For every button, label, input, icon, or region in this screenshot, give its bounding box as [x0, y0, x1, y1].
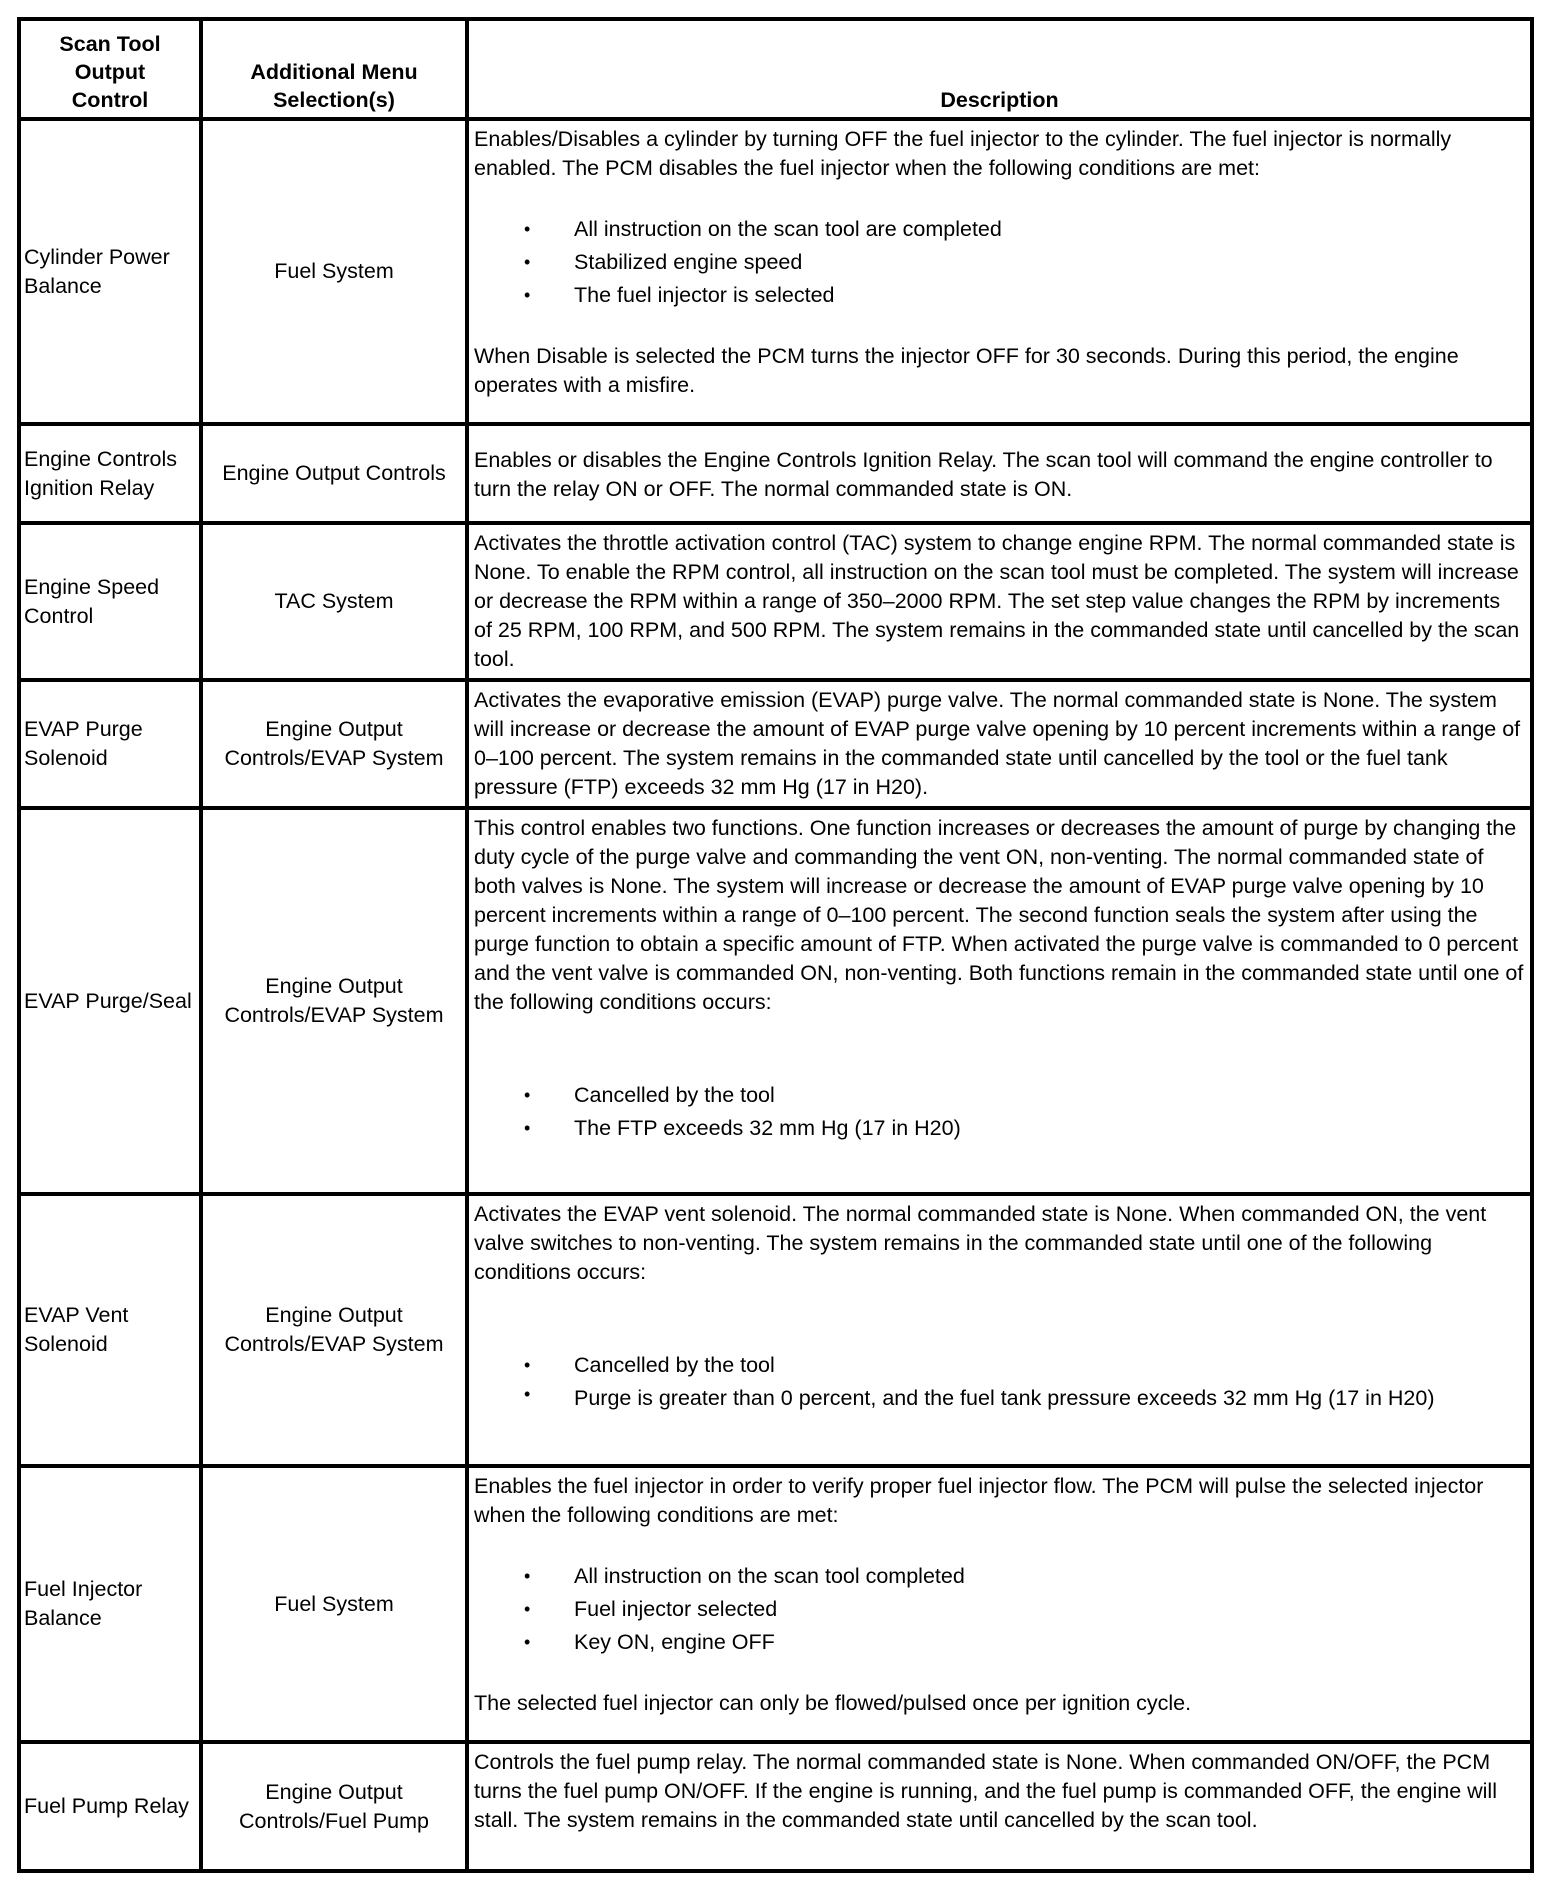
description-cell — [467, 808, 1532, 1194]
condition-list — [474, 1079, 1524, 1145]
condition-list — [474, 213, 1524, 312]
list-item — [474, 1593, 1524, 1626]
list-item-text: Stabilized engine speed — [574, 250, 803, 274]
table-row — [19, 1742, 1532, 1871]
bullet-icon: • — [524, 285, 531, 305]
header-line: Output — [74, 60, 146, 84]
menu-selection: Fuel System — [201, 1466, 467, 1742]
description-intro: Activates the EVAP vent solenoid. The normal commanded state is None. When commanded ON, the vent valve switches to non-venting. The system remains in the commanded state until one of the following conditions occurs: — [474, 1202, 1487, 1284]
table-row — [19, 680, 1532, 808]
list-item — [474, 1626, 1524, 1659]
control-name: Engine Speed Control — [19, 523, 201, 680]
condition-list — [474, 1349, 1524, 1411]
table-header-row — [19, 19, 1532, 119]
list-item — [474, 1349, 1524, 1382]
header-line: Scan Tool — [59, 32, 161, 56]
control-name: EVAP Purge Solenoid — [19, 680, 201, 808]
list-item-text: The fuel injector is selected — [574, 283, 835, 307]
table-row — [19, 523, 1532, 680]
table-row — [19, 424, 1532, 523]
menu-selection: Fuel System — [201, 119, 467, 424]
list-item — [474, 279, 1524, 312]
control-name: EVAP Purge/Seal — [19, 808, 201, 1194]
control-name: EVAP Vent Solenoid — [19, 1194, 201, 1466]
description-outro: When Disable is selected the PCM turns the injector OFF for 30 seconds. During this period, the engine operates with a misfire. — [474, 344, 1459, 397]
menu-selection: Engine Output Controls/EVAP System — [201, 680, 467, 808]
list-item — [474, 1560, 1524, 1593]
header-description: Description — [467, 19, 1532, 119]
control-name: Cylinder Power Balance — [19, 119, 201, 424]
description-outro: The selected fuel injector can only be flowed/pulsed once per ignition cycle. — [474, 1691, 1192, 1715]
header-line: Additional Menu — [250, 60, 418, 84]
list-item-text: Cancelled by the tool — [574, 1353, 775, 1377]
header-line: Selection(s) — [273, 88, 395, 112]
description-cell — [467, 523, 1532, 680]
list-item-text: Fuel injector selected — [574, 1597, 778, 1621]
description-cell — [467, 680, 1532, 808]
description-intro: This control enables two functions. One function increases or decreases the amount of purge by changing the duty cycle of the purge valve and commanding the vent ON, non-venting. The normal commanded state of both valves is None. The system will increase or decrease the amount of EVAP purge valve opening by 10 percent increments within a range of 0–100 percent. The second function seals the system after using the purge function to obtain a specific amount of FTP. When activated the purge valve is commanded to 0 percent and the vent valve is commanded ON, non-venting. Both functions remain in the commanded state until one of the following conditions occurs: — [474, 816, 1524, 1014]
header-additional-menu-selections — [201, 19, 467, 119]
menu-selection: Engine Output Controls/EVAP System — [201, 808, 467, 1194]
list-item — [474, 1112, 1524, 1145]
list-item — [474, 1382, 1524, 1411]
bullet-icon: • — [524, 1566, 531, 1586]
list-item-text: The FTP exceeds 32 mm Hg (17 in H20) — [574, 1116, 961, 1140]
menu-selection: Engine Output Controls/EVAP System — [201, 1194, 467, 1466]
header-line: Control — [71, 88, 149, 112]
description-intro: Activates the throttle activation control (TAC) system to change engine RPM. The normal commanded state is None. To enable the RPM control, all instruction on the scan tool must be completed. The system will increase or decrease the RPM within a range of 350–2000 RPM. The set step value changes the RPM by increments of 25 RPM, 100 RPM, and 500 RPM. The system remains in the commanded state until cancelled by the scan tool. — [474, 531, 1520, 671]
table-row — [19, 808, 1532, 1194]
list-item-text: All instruction on the scan tool completed — [574, 1564, 965, 1588]
control-name: Fuel Injector Balance — [19, 1466, 201, 1742]
bullet-icon: • — [524, 219, 531, 239]
menu-selection: TAC System — [201, 523, 467, 680]
header-scan-tool-output-control — [19, 19, 201, 119]
list-item-text: Key ON, engine OFF — [574, 1630, 775, 1654]
bullet-icon: • — [524, 1085, 531, 1105]
scan-tool-output-controls-table — [17, 17, 1534, 1873]
bullet-icon: • — [524, 1599, 531, 1619]
bullet-icon: • — [524, 1118, 531, 1138]
control-name: Fuel Pump Relay — [19, 1742, 201, 1871]
list-item — [474, 1079, 1524, 1112]
description-intro: Enables or disables the Engine Controls Ignition Relay. The scan tool will command the engine controller to turn the relay ON or OFF. The normal commanded state is ON. — [474, 447, 1493, 501]
table-row — [19, 119, 1532, 424]
description-cell — [467, 424, 1532, 523]
list-item — [474, 246, 1524, 279]
description-cell — [467, 1742, 1532, 1871]
description-cell — [467, 119, 1532, 424]
bullet-icon: • — [524, 1384, 531, 1404]
bullet-icon: • — [524, 1632, 531, 1652]
description-intro: Controls the fuel pump relay. The normal commanded state is None. When commanded ON/OFF, the PCM turns the fuel pump ON/OFF. If the engine is running, and the fuel pump is commanded OFF, the engine will stall. The system remains in the commanded state until cancelled by the scan tool. — [474, 1750, 1497, 1832]
list-item-text: All instruction on the scan tool are completed — [574, 217, 1002, 241]
condition-list — [474, 1560, 1524, 1659]
menu-selection: Engine Output Controls — [201, 424, 467, 523]
control-name: Engine Controls Ignition Relay — [19, 424, 201, 523]
description-cell — [467, 1466, 1532, 1742]
table-row — [19, 1466, 1532, 1742]
description-intro: Enables/Disables a cylinder by turning OFF the fuel injector to the cylinder. The fuel injector is normally enabled. The PCM disables the fuel injector when the following conditions are met: — [474, 127, 1452, 180]
bullet-icon: • — [524, 1355, 531, 1375]
bullet-icon: • — [524, 252, 531, 272]
table-row — [19, 1194, 1532, 1466]
description-cell — [467, 1194, 1532, 1466]
list-item-text: Cancelled by the tool — [574, 1083, 775, 1107]
menu-selection: Engine Output Controls/Fuel Pump — [201, 1742, 467, 1871]
description-intro: Activates the evaporative emission (EVAP) purge valve. The normal commanded state is None. The system will increase or decrease the amount of EVAP purge valve opening by 10 percent increments within a range of 0–100 percent. The system remains in the commanded state until cancelled by the tool or the fuel tank pressure (FTP) exceeds 32 mm Hg (17 in H20). — [474, 688, 1521, 799]
description-intro: Enables the fuel injector in order to verify proper fuel injector flow. The PCM will pulse the selected injector when the following conditions are met: — [474, 1474, 1484, 1527]
list-item — [474, 213, 1524, 246]
list-item-text: Purge is greater than 0 percent, and the fuel tank pressure exceeds 32 mm Hg (17 in H20) — [574, 1386, 1435, 1410]
